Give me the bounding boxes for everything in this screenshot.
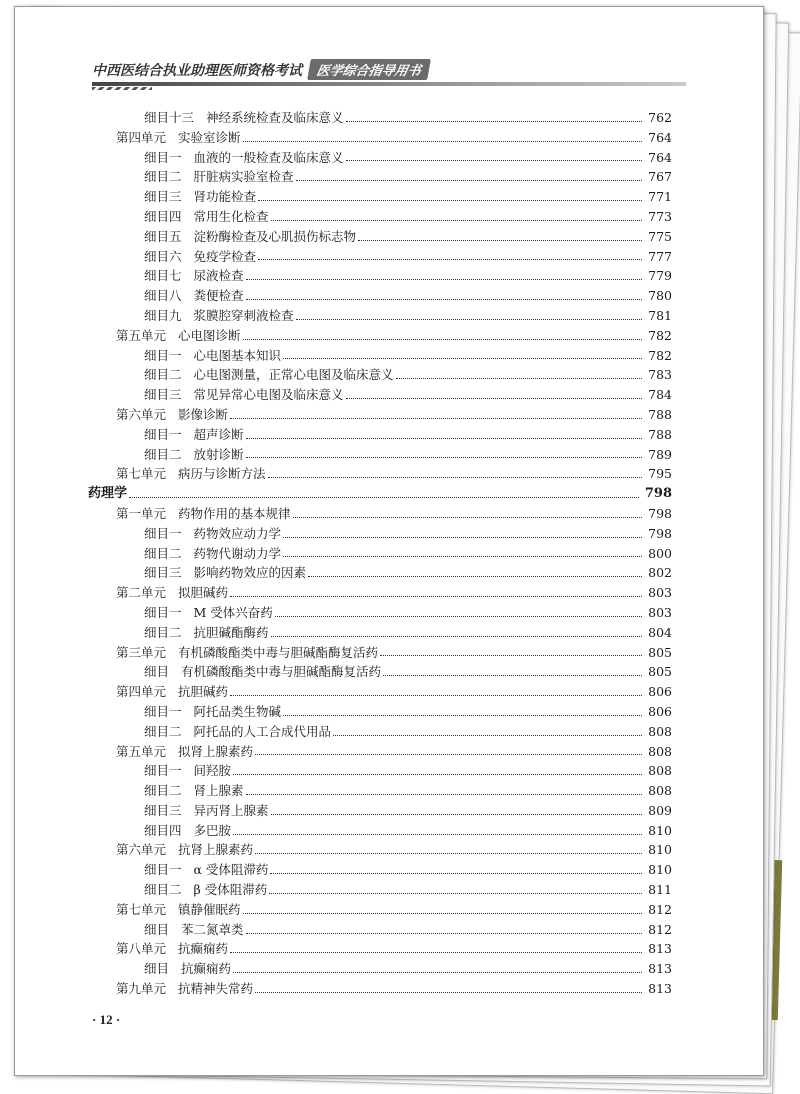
toc-entry-label: 细目一: [144, 426, 182, 442]
toc-entry-label: 细目九: [144, 307, 182, 323]
toc-item-entry: [82, 821, 672, 841]
toc-item-entry: [82, 860, 672, 880]
dot-leader: [269, 892, 642, 894]
toc-unit-entry: [82, 583, 672, 603]
toc-entry-label: 细目七: [144, 268, 182, 284]
running-header: [92, 60, 686, 90]
toc-entry-title: 间羟胺: [193, 763, 232, 779]
dot-leader: [380, 654, 642, 656]
dot-leader: [283, 536, 642, 538]
toc-entry-page: 813: [648, 961, 672, 977]
toc-item-entry: [82, 187, 672, 207]
toc-item-entry: [82, 148, 672, 168]
toc-unit-entry: [82, 405, 672, 425]
toc-entry-title: 有机磷酸酯类中毒与胆碱酯酶复活药: [181, 664, 382, 680]
toc-entry-title: 影像诊断: [178, 406, 229, 422]
toc-entry-title: 常见异常心电图及临床意义: [193, 387, 344, 403]
toc-entry-label: 细目三: [144, 189, 182, 205]
toc-entry-label: 细目三: [144, 802, 182, 818]
toc-entry-label: 细目八: [144, 288, 182, 304]
dot-leader: [271, 813, 642, 815]
dot-leader: [346, 120, 642, 122]
toc-entry-title: 药理学: [88, 486, 128, 502]
toc-item-entry: [82, 286, 672, 306]
toc-entry-page: 788: [648, 406, 672, 422]
toc-entry-page: 806: [648, 684, 672, 700]
toc-entry-page: 764: [648, 149, 672, 165]
toc-entry-page: 795: [648, 466, 672, 482]
toc-entry-title: 尿液检查: [193, 268, 244, 284]
toc-entry-label: 第三单元: [116, 644, 167, 660]
toc-item-entry: [82, 702, 672, 722]
toc-entry-title: 粪便检查: [193, 288, 244, 304]
toc-item-entry: [82, 167, 672, 187]
toc-entry-page: 777: [648, 248, 672, 264]
toc-entry-label: 细目四: [144, 822, 182, 838]
dot-leader: [246, 932, 642, 934]
dot-leader: [233, 833, 642, 835]
toc-item-entry: [82, 266, 672, 286]
toc-item-entry: [82, 524, 672, 544]
toc-unit-entry: [82, 326, 672, 346]
toc-entry-page: 782: [648, 327, 672, 343]
toc-entry-label: 细目一: [144, 347, 182, 363]
dot-leader: [255, 991, 642, 993]
toc-entry-label: 第四单元: [116, 684, 167, 700]
dot-leader: [233, 971, 642, 973]
toc-entry-label: 细目二: [144, 367, 182, 383]
toc-entry-page: 762: [648, 110, 672, 125]
dot-leader: [255, 753, 642, 755]
dot-leader: [246, 456, 642, 458]
toc-item-entry: [82, 563, 672, 583]
toc-entry-page: 789: [648, 446, 672, 462]
toc-entry-page: 808: [648, 763, 672, 779]
toc-entry-label: 第九单元: [116, 981, 167, 997]
dot-leader: [243, 338, 642, 340]
dot-leader: [275, 615, 642, 617]
toc-entry-label: 第二单元: [116, 585, 167, 601]
toc-entry-page: 805: [648, 644, 672, 660]
dot-leader: [268, 476, 642, 478]
dot-leader: [293, 516, 642, 518]
toc-entry-title: 异丙肾上腺素: [193, 802, 269, 818]
toc-entry-label: 细目: [144, 664, 170, 680]
toc-entry-title: 阿托品类生物碱: [193, 703, 282, 719]
dot-leader: [383, 674, 642, 676]
book-title: 中西医结合执业助理医师资格考试: [92, 63, 302, 79]
toc-entry-label: 细目一: [144, 763, 182, 779]
toc-entry-page: 781: [648, 307, 672, 323]
toc-entry-title: 抗精神失常药: [178, 981, 254, 997]
dot-leader: [396, 377, 642, 379]
toc-entry-title: 多巴胺: [193, 822, 232, 838]
toc-entry-title: 肝脏病实验室检查: [193, 169, 294, 185]
toc-entry-page: 800: [648, 545, 672, 561]
toc-entry-title: 抗癫痫药: [178, 941, 229, 957]
toc-entry-title: 心电图基本知识: [193, 347, 282, 363]
toc-entry-title: 神经系统检查及临床意义: [206, 110, 344, 125]
toc-entry-page: 804: [648, 624, 672, 640]
dot-leader: [258, 258, 642, 260]
toc-entry-label: 细目: [144, 961, 170, 977]
dot-leader: [271, 219, 642, 221]
toc-unit-entry: [82, 939, 672, 959]
toc-entry-title: 苯二氮䓬类: [181, 921, 244, 937]
toc-entry-label: 细目二: [144, 723, 182, 739]
toc-entry-title: 浆膜腔穿刺液检查: [193, 307, 294, 323]
dot-leader: [358, 239, 642, 241]
toc-entry-title: 常用生化检查: [193, 208, 269, 224]
dot-leader: [243, 140, 642, 142]
book-subtitle-badge: 医学综合指导用书: [307, 59, 431, 80]
toc-entry-page: 782: [648, 347, 672, 363]
dot-leader: [246, 278, 642, 280]
dot-leader: [230, 694, 642, 696]
toc-item-entry: [82, 346, 672, 366]
toc-entry-label: 细目一: [144, 525, 182, 541]
dot-leader: [283, 357, 642, 359]
toc-unit-entry: [82, 979, 672, 999]
toc-entry-label: 第五单元: [116, 327, 167, 343]
toc-entry-page: 811: [648, 882, 672, 898]
toc-entry-title: 药物代谢动力学: [193, 545, 282, 561]
toc-entry-title: 肾上腺素: [193, 783, 244, 799]
toc-entry-label: 细目一: [144, 703, 182, 719]
toc-item-entry: [82, 207, 672, 227]
toc-entry-page: 810: [648, 822, 672, 838]
toc-unit-entry: [82, 464, 672, 484]
toc-entry-label: 细目三: [144, 565, 182, 581]
header-rule: [92, 82, 686, 86]
dot-leader: [255, 852, 642, 854]
dot-leader: [283, 555, 642, 557]
toc-entry-page: 767: [648, 169, 672, 185]
toc-entry-page: 812: [648, 921, 672, 937]
toc-entry-label: 细目: [144, 921, 170, 937]
toc-entry-page: 788: [648, 426, 672, 442]
toc-entry-label: 第六单元: [116, 406, 167, 422]
dot-leader: [346, 397, 642, 399]
toc-entry-title: 影响药物效应的因素: [193, 565, 307, 581]
dot-leader: [243, 912, 642, 914]
toc-entry-page: 798: [644, 486, 672, 502]
dot-leader: [283, 714, 642, 716]
toc-entry-page: 813: [648, 941, 672, 957]
toc-item-entry: [82, 385, 672, 405]
toc-entry-page: 783: [648, 367, 672, 383]
toc-entry-label: 细目二: [144, 446, 182, 462]
toc-entry-page: 810: [648, 842, 672, 858]
dot-leader: [270, 872, 642, 874]
dot-leader: [233, 773, 642, 775]
toc-item-entry: [82, 662, 672, 682]
toc-entry-page: 808: [648, 743, 672, 759]
toc-entry-title: 放射诊断: [193, 446, 244, 462]
toc-entry-page: 803: [648, 604, 672, 620]
toc-entry-page: 812: [648, 901, 672, 917]
toc-entry-label: 细目十三: [144, 110, 195, 125]
toc-entry-page: 779: [648, 268, 672, 284]
table-of-contents: [82, 108, 672, 999]
toc-entry-title: 超声诊断: [193, 426, 244, 442]
toc-entry-title: α 受体阻滞药: [193, 862, 269, 878]
toc-item-entry: [82, 247, 672, 267]
toc-entry-title: 拟肾上腺素药: [178, 743, 254, 759]
toc-item-entry: [82, 959, 672, 979]
toc-entry-page: 771: [648, 189, 672, 205]
dot-leader: [258, 199, 642, 201]
toc-entry-title: 肾功能检查: [193, 189, 257, 205]
toc-entry-label: 细目二: [144, 545, 182, 561]
toc-entry-label: 细目一: [144, 604, 182, 620]
header-hatch: [92, 87, 152, 90]
toc-entry-label: 细目二: [144, 624, 182, 640]
dot-leader: [333, 734, 642, 736]
toc-entry-label: 细目五: [144, 228, 182, 244]
toc-item-entry: [82, 781, 672, 801]
dot-leader: [308, 575, 642, 577]
toc-entry-title: 拟胆碱药: [178, 585, 229, 601]
dot-leader: [246, 437, 642, 439]
toc-entry-page: 806: [648, 703, 672, 719]
toc-entry-title: 抗癫痫药: [181, 961, 232, 977]
toc-entry-page: 780: [648, 288, 672, 304]
toc-unit-entry: [82, 128, 672, 148]
toc-entry-page: 803: [648, 585, 672, 601]
toc-entry-label: 第一单元: [116, 505, 167, 521]
dot-leader: [230, 951, 642, 953]
toc-item-entry: [82, 761, 672, 781]
toc-entry-label: 第四单元: [116, 129, 167, 145]
toc-section-entry: [82, 484, 672, 504]
toc-item-entry: [82, 425, 672, 445]
toc-item-entry: [82, 544, 672, 564]
dot-leader: [246, 298, 642, 300]
toc-entry-title: 心电图诊断: [178, 327, 241, 343]
toc-unit-entry: [82, 643, 672, 663]
page-number: · 12 ·: [92, 1012, 121, 1027]
toc-item-entry: [82, 108, 672, 128]
toc-entry-page: 802: [648, 565, 672, 581]
toc-entry-label: 细目一: [144, 149, 182, 165]
toc-unit-entry: [82, 742, 672, 762]
toc-entry-title: 实验室诊断: [178, 129, 241, 145]
toc-entry-title: 抗胆碱药: [178, 684, 229, 700]
toc-entry-page: 809: [648, 802, 672, 818]
toc-entry-page: 764: [648, 129, 672, 145]
dot-leader: [271, 635, 642, 637]
toc-entry-title: 阿托品的人工合成代用品: [193, 723, 332, 739]
toc-entry-page: 798: [648, 525, 672, 541]
toc-entry-title: β 受体阻滞药: [193, 882, 268, 898]
toc-item-entry: [82, 722, 672, 742]
toc-entry-page: 813: [648, 981, 672, 997]
toc-entry-label: 细目六: [144, 248, 182, 264]
dot-leader: [230, 417, 642, 419]
toc-entry-label: 细目一: [144, 862, 182, 878]
toc-entry-label: 第八单元: [116, 941, 167, 957]
toc-item-entry: [82, 365, 672, 385]
toc-entry-title: M 受体兴奋药: [193, 604, 273, 620]
toc-entry-page: 808: [648, 783, 672, 799]
toc-item-entry: [82, 227, 672, 247]
toc-item-entry: [82, 880, 672, 900]
toc-entry-page: 784: [648, 387, 672, 403]
dot-leader: [296, 179, 642, 181]
toc-entry-page: 775: [648, 228, 672, 244]
toc-entry-label: 第六单元: [116, 842, 167, 858]
toc-unit-entry: [82, 504, 672, 524]
toc-entry-label: 第七单元: [116, 466, 167, 482]
toc-entry-title: 镇静催眠药: [178, 901, 241, 917]
toc-entry-title: 抗胆碱酯酶药: [193, 624, 269, 640]
dot-leader: [296, 318, 642, 320]
dot-leader: [230, 595, 642, 597]
toc-entry-title: 药物作用的基本规律: [178, 505, 291, 521]
toc-unit-entry: [82, 682, 672, 702]
toc-item-entry: [82, 801, 672, 821]
toc-entry-label: 细目二: [144, 882, 182, 898]
toc-unit-entry: [82, 840, 672, 860]
toc-item-entry: [82, 623, 672, 643]
toc-entry-label: 第五单元: [116, 743, 167, 759]
toc-entry-title: 药物效应动力学: [193, 525, 282, 541]
toc-entry-label: 细目四: [144, 208, 182, 224]
toc-item-entry: [82, 920, 672, 940]
toc-entry-page: 798: [648, 505, 672, 521]
toc-entry-title: 血液的一般检查及临床意义: [193, 149, 344, 165]
toc-item-entry: [82, 445, 672, 465]
toc-entry-label: 细目二: [144, 169, 182, 185]
toc-entry-title: 有机磷酸酯类中毒与胆碱酯酶复活药: [178, 644, 379, 660]
toc-entry-title: 心电图测量，正常心电图及临床意义: [193, 367, 394, 383]
toc-entry-page: 805: [648, 664, 672, 680]
toc-entry-page: 773: [648, 208, 672, 224]
toc-item-entry: [82, 306, 672, 326]
dot-leader: [246, 793, 642, 795]
dot-leader: [129, 496, 639, 498]
toc-item-entry: [82, 603, 672, 623]
toc-entry-page: 810: [648, 862, 672, 878]
toc-unit-entry: [82, 900, 672, 920]
toc-entry-title: 病历与诊断方法: [178, 466, 266, 482]
toc-entry-title: 免疫学检查: [193, 248, 257, 264]
toc-entry-label: 细目二: [144, 783, 182, 799]
toc-entry-title: 抗肾上腺素药: [178, 842, 254, 858]
dot-leader: [346, 159, 642, 161]
toc-entry-label: 细目三: [144, 387, 182, 403]
toc-entry-page: 808: [648, 723, 672, 739]
toc-entry-title: 淀粉酶检查及心肌损伤标志物: [193, 228, 357, 244]
toc-entry-label: 第七单元: [116, 901, 167, 917]
